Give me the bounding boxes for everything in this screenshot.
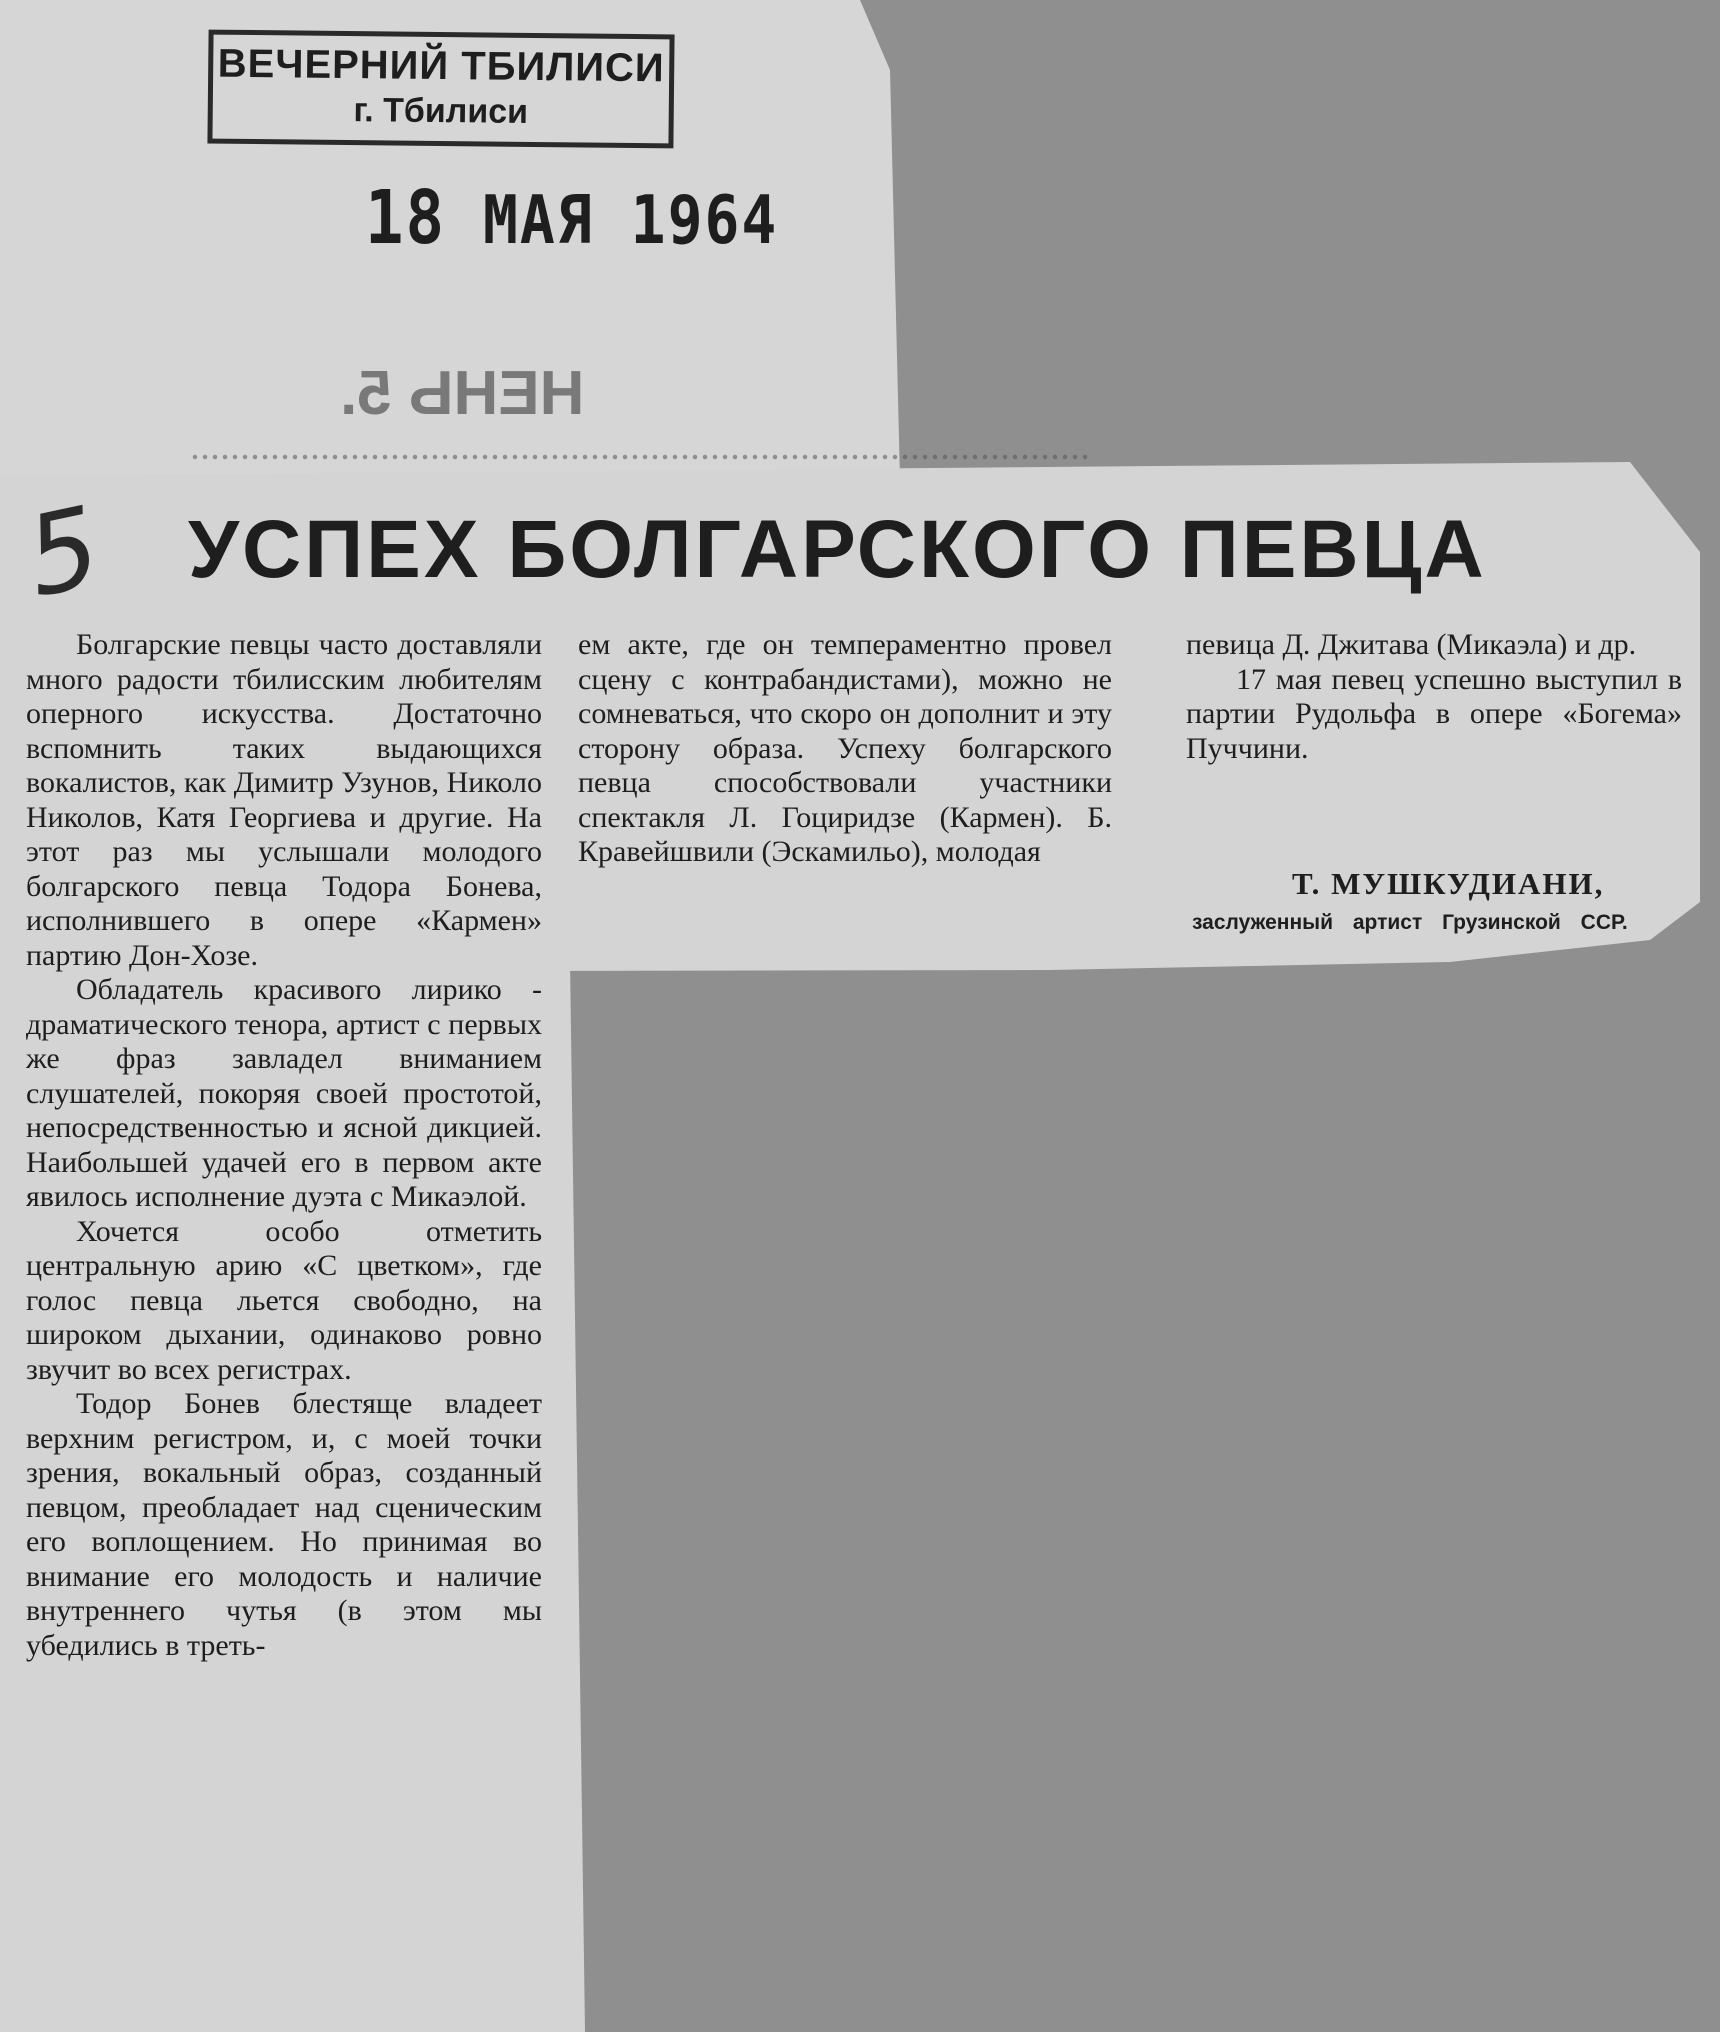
newspaper-city: г. Тбилиси (353, 91, 529, 131)
paragraph: Тодор Бонев блестяще владеет верхним регистром, и, с моей точки зрения, вокальный образ, созданный певцом, преобладает над сценическим его воплощением. Но принимая во внимание его молодость и наличие внутреннего чутья (в этом мы убедились в треть- (26, 1387, 542, 1662)
paragraph: ем акте, где он темпераментно провел сцену с контрабандистами), можно не сомневаться, что скоро он дополнит и эту сторону образа. Успеху болгарского певца способствовали участники спектакля Л. Гоциридзе (Кармен). Б. Кравейшвили (Эскамильо), молодая (578, 628, 1112, 868)
article-column-3 (1186, 628, 1682, 766)
date-month-year: МАЯ 1964 (482, 181, 779, 260)
article-column-2 (578, 628, 1112, 870)
author-name: Т. МУШКУДИАНИ, (1292, 866, 1605, 901)
paragraph: Хочется особо отметить центральную арию «С цветком», где голос певца льется свободно, на широком дыхании, одинаково ровно звучит во всех регистрах. (26, 1214, 542, 1386)
paragraph: певица Д. Джитава (Микаэла) и др. (1186, 628, 1637, 661)
article-column-1 (26, 628, 542, 1663)
date-day: 18 (365, 176, 447, 262)
date-stamp (365, 176, 778, 261)
handwritten-page-mark: 5 (15, 482, 111, 622)
newspaper-stamp (207, 30, 674, 149)
paragraph: Обладатель красивого лирико - драматического тенора, артист с первых же фраз завладел вниманием слушателей, покоряя своей простотой, непосредственностью и ясной дикцией. Наибольшей удачей его в первом акте явилось исполнение дуэта с Микаэлой. (26, 973, 542, 1213)
paragraph: 17 мая певец успешно выступил в партии Рудольфа в опере «Богема» Пуччини. (1186, 662, 1682, 765)
paragraph: Болгарские певцы часто доставляли много радости тбилисским любителям оперного искусства. Достаточно вспомнить таких выдающихся вокалистов, как Димитр Узунов, Николо Николов, Катя Георгиева и другие. На этот раз мы услышали молодого болгарского певца Тодора Бонева, исполнившего в опере «Кармен» партию Дон-Хозе. (26, 628, 542, 972)
article-headline: УСПЕХ БОЛГАРСКОГО ПЕВЦА (188, 504, 1487, 595)
bleed-through-text: НЕНЬ 5. (340, 359, 585, 428)
perforation-line (190, 452, 1090, 462)
author-credentials: заслуженный артист Грузинской ССР. (1192, 911, 1628, 934)
newspaper-name: ВЕЧЕРНИЙ ТБИЛИСИ (217, 41, 665, 91)
